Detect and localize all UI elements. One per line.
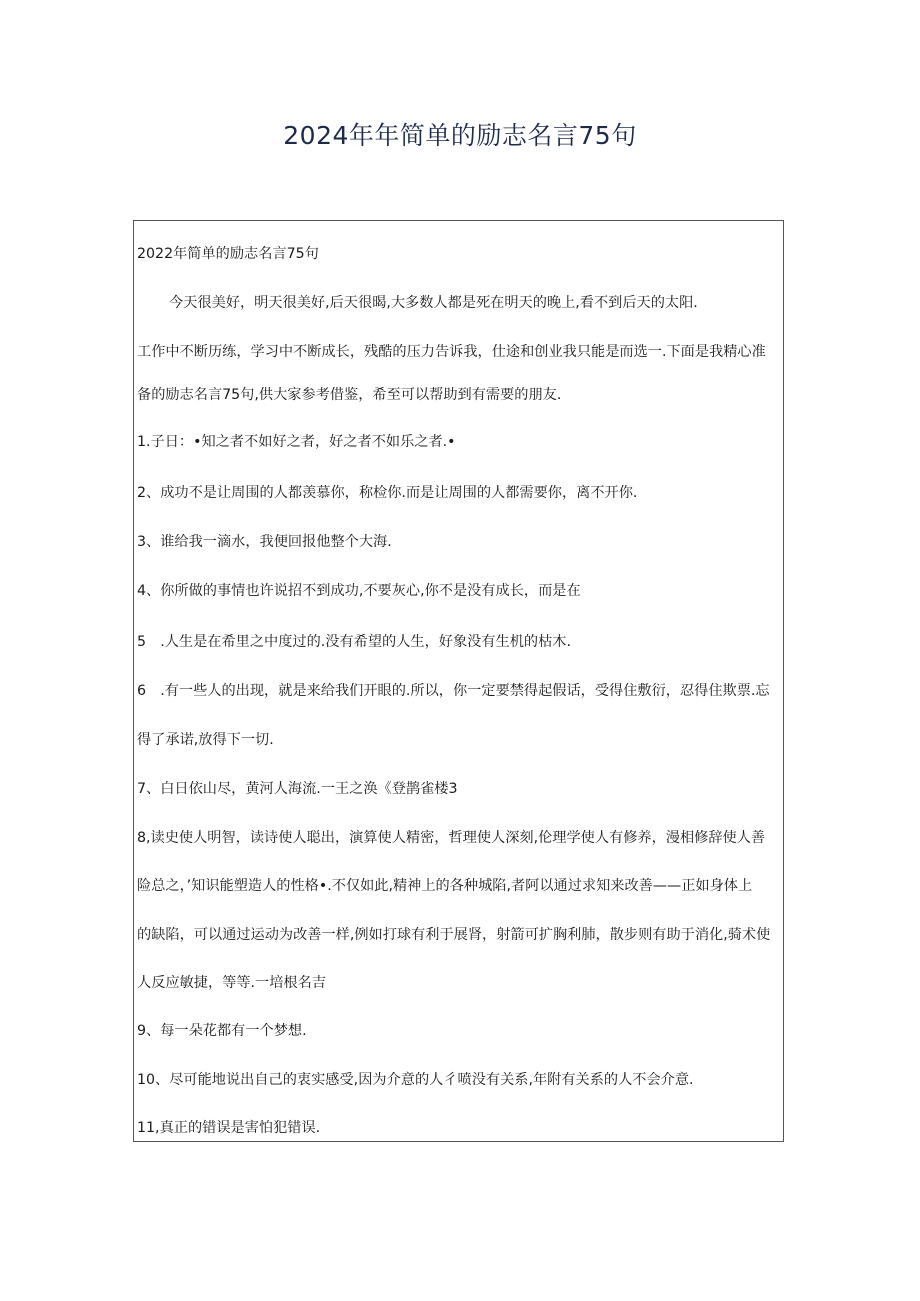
content-heading: 2022年简单的励志名言75句 bbox=[137, 246, 319, 262]
quote-line: 3、谁给我一滴水，我便回报他整个大海. bbox=[137, 534, 392, 550]
quote-line: 5 .人生是在希里之中度过的.没有希望的人生，好象没有生机的枯木. bbox=[137, 634, 571, 650]
quote-line: 的缺陷，可以通过运动为改善一样,例如打球有利于展肾，射箭可扩胸利肺，散步则有助于消化,骑术使 bbox=[137, 927, 771, 943]
quote-line: 10、尽可能地说出自己的衷实感受,因为介意的人彳喷没有关系,年附有关系的人不会介意. bbox=[137, 1072, 694, 1088]
intro-paragraph-line: 工作中不断历练，学习中不断成长，残酷的压力告诉我，仕途和创业我只能是而选一.下面是我精心准 bbox=[137, 344, 766, 360]
quote-line: 8,读史使人明智，读诗使人聪出，演算使人精密，哲理使人深刻,伦理学使人有修养，漫相修辞使人善 bbox=[137, 830, 766, 846]
quote-line: 11,真正的错误是害怕犯错误. bbox=[137, 1120, 321, 1136]
quote-line: 1.子日：•知之者不如好之者，好之者不如乐之者.• bbox=[137, 434, 456, 450]
quote-line: 4、你所做的事情也许说招不到成功,不要灰心,你不是没有成长，而是在 bbox=[137, 583, 581, 599]
quote-line: 7、白日依山尽，黄河人海流.一王之涣《登鹊雀楼3 bbox=[137, 781, 458, 797]
quote-line: 得了承诺,放得下一切. bbox=[137, 732, 274, 748]
quote-line: 6 .有一些人的出现，就是来给我们开眼的.所以，你一定要禁得起假话，受得住敷衍，忍得住欺票.忘 bbox=[137, 683, 770, 699]
document-title: 2024年年简单的励志名言75句 bbox=[283, 121, 637, 150]
quote-line: 2、成功不是让周围的人都羡慕你，称检你.而是让周围的人都需要你，离不开你. bbox=[137, 485, 638, 501]
quote-line: 险总之，’知识能塑造人的性格•.不仅如此,精神上的各种城陷,者阿以通过求知来改善——正如身体上 bbox=[137, 878, 753, 894]
quote-line: 人反应敏捷，等等.一培根名吉 bbox=[137, 975, 326, 991]
quote-line: 9、每一朵花都有一个梦想. bbox=[137, 1023, 307, 1039]
intro-paragraph-line: 今天很美好，明天很美好,后天很暍,大多数人都是死在明天的晚上,看不到后天的太阳. bbox=[169, 295, 698, 311]
content-box bbox=[133, 220, 784, 1142]
intro-paragraph-line: 备的励志名言75句,供大家参考借鉴，希至可以帮助到有需要的朋友. bbox=[137, 387, 562, 403]
